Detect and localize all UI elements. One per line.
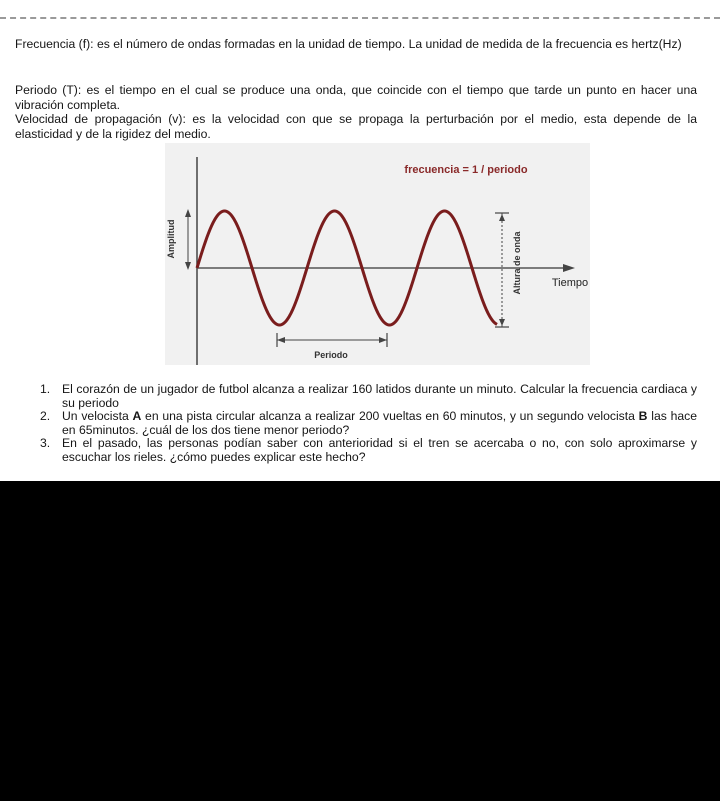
wave-height-arrow-up-icon [499, 214, 505, 221]
question-text-part: en una pista circular alcanza a realizar 200 vueltas en 60 minutos, y un segundo velocista [141, 409, 639, 424]
wave-height-label: Altura de onda [512, 231, 522, 295]
question-text-part: Un velocista [62, 409, 133, 424]
question-number: 1. [40, 382, 51, 396]
amplitude-arrow-up-icon [185, 209, 191, 217]
question-text: El corazón de un jugador de futbol alcanza a realizar 160 latidos durante un minuto. Calcular la frecuencia cardiaca y su periodo [62, 382, 697, 410]
question-text: En el pasado, las personas podían saber con anterioridad si el tren se acercaba o no, con solo aproximarse y escuchar los rieles. ¿cómo puedes explicar este hecho? [62, 436, 697, 464]
black-empty-area [0, 481, 720, 801]
frequency-formula: frecuencia = 1 / periodo [404, 164, 528, 176]
period-arrow-right-icon [379, 337, 387, 343]
velocity-definition: Velocidad de propagación (v): es la velocidad con que se propaga la perturbación por el medio, esta depende de la elasticidad y de la rigidez del medio. [15, 112, 697, 141]
frequency-definition: Frecuencia (f): es el número de ondas formadas en la unidad de tiempo. La unidad de medida de la frecuencia es hertz(Hz) [15, 37, 682, 51]
question-number: 2. [40, 409, 51, 424]
runner-a-label: A [132, 409, 142, 424]
question-item [15, 410, 697, 437]
question-text-part: las hace en 65minutos. ¿cuál de los dos tiene menor periodo? [62, 409, 697, 437]
runner-b-label: B [638, 409, 648, 424]
question-item [15, 383, 697, 410]
amplitude-label: Amplitud [166, 219, 176, 259]
wave-diagram-svg [165, 143, 590, 365]
amplitude-arrow-down-icon [185, 262, 191, 270]
wave-diagram [165, 143, 590, 365]
question-number: 3. [40, 436, 51, 451]
period-definition: Periodo (T): es el tiempo en el cual se produce una onda, que coincide con el tiempo que tarde un punto en hacer una vibración completa. [15, 83, 697, 112]
dashed-divider [0, 17, 720, 19]
wave-height-arrow-down-icon [499, 319, 505, 326]
time-axis-arrow-icon [563, 264, 575, 272]
period-label: Periodo [314, 350, 348, 360]
period-arrow-left-icon [277, 337, 285, 343]
question-item [15, 437, 697, 464]
question-list [15, 383, 697, 465]
time-label: Tiempo [551, 277, 589, 289]
